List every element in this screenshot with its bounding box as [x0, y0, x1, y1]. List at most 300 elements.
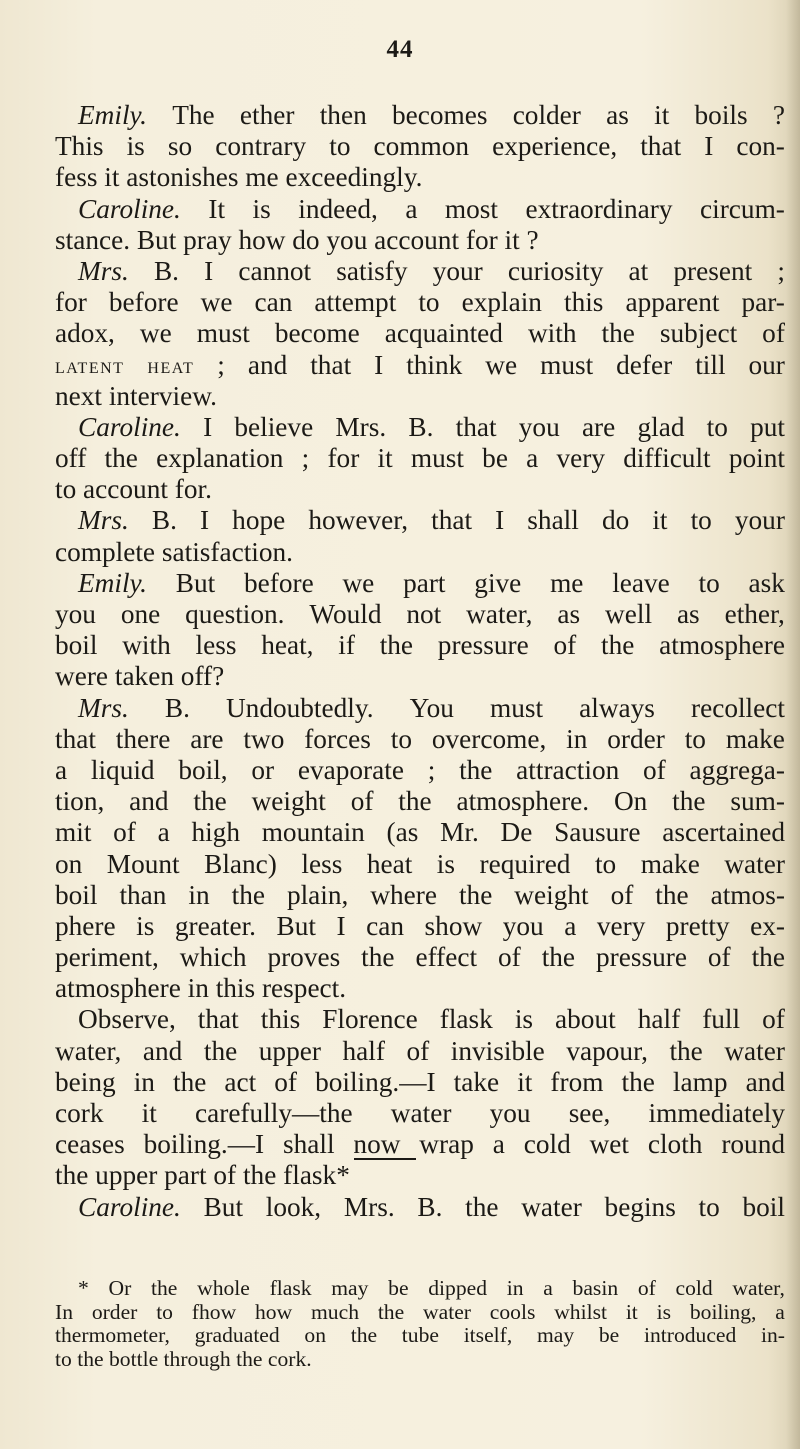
word: where [370, 879, 437, 910]
word: to [698, 567, 720, 598]
word: it [377, 443, 393, 474]
body-line [55, 911, 785, 942]
word: present [673, 255, 753, 286]
word: and [142, 1035, 183, 1066]
word: that [455, 411, 497, 442]
word: less [195, 630, 237, 661]
word: part [403, 567, 446, 598]
word: carefully—the [195, 1098, 353, 1128]
word: B. [153, 255, 179, 286]
word: to [684, 723, 706, 754]
word: whole [197, 1276, 250, 1300]
body-line [55, 412, 785, 443]
word: of [637, 1276, 656, 1300]
word: well [605, 599, 653, 629]
word: one [120, 599, 161, 629]
word: or [251, 754, 275, 785]
word: there [115, 723, 171, 754]
word: is [126, 131, 145, 162]
word: I [204, 255, 214, 286]
word: to [418, 287, 440, 318]
word: heat [366, 848, 413, 879]
word: the [601, 318, 635, 349]
body-line [55, 256, 785, 287]
word: sum- [730, 786, 785, 817]
word: round [721, 1129, 785, 1160]
word: But [276, 910, 316, 941]
word: in [133, 1066, 155, 1097]
word: But [203, 1191, 244, 1222]
word: atmosphere. [456, 786, 590, 817]
word: the [398, 786, 432, 817]
word: Or [108, 1276, 132, 1300]
word: half [342, 1035, 385, 1066]
body-line [55, 1160, 785, 1191]
word: ether, [724, 599, 785, 629]
word: subject [659, 318, 738, 349]
word: the [172, 1066, 207, 1097]
word: that [197, 1004, 239, 1035]
word: to [698, 1191, 720, 1222]
word: very [556, 443, 605, 474]
word: the [361, 942, 395, 973]
word: the [541, 942, 576, 973]
body-line [55, 817, 785, 848]
word: leave [612, 567, 670, 598]
word: basin [572, 1276, 619, 1300]
word: half [637, 1004, 681, 1035]
word: of [553, 630, 577, 661]
word: weight [251, 786, 326, 817]
body-line [55, 131, 785, 162]
word: * [78, 1276, 89, 1300]
footnote-dash-rule [354, 1158, 416, 1189]
word: make [725, 723, 785, 754]
line-text: next interview. [55, 380, 217, 411]
word: is [656, 1299, 672, 1324]
body-line [55, 162, 785, 193]
word: indeed, [298, 193, 378, 224]
word: less [301, 848, 343, 879]
word: and [129, 786, 169, 817]
word: the [459, 754, 493, 785]
speaker-name: Mrs. [78, 505, 129, 536]
line-text: to the bottle through the cork. [55, 1346, 312, 1371]
body-line [55, 1036, 785, 1067]
word: graduated [194, 1323, 280, 1347]
word: boil [742, 1191, 785, 1222]
body-line [55, 474, 785, 505]
word: a [564, 910, 577, 941]
word: of [762, 318, 785, 349]
word: till [695, 349, 726, 380]
word: in [188, 879, 210, 910]
word: recollect [691, 692, 785, 723]
word: tube [401, 1323, 439, 1347]
word: atmosphere [659, 630, 785, 661]
word: water [521, 1191, 582, 1222]
word: be [388, 1276, 409, 1300]
word: that [640, 131, 682, 162]
word: cold [675, 1276, 713, 1300]
word: a [492, 1129, 505, 1160]
word: now [353, 1129, 401, 1160]
word: of [610, 879, 634, 910]
word: I [203, 411, 213, 442]
word: Blanc) [204, 848, 277, 879]
word: become [274, 318, 360, 349]
word: water [724, 848, 785, 879]
word: to [329, 131, 351, 162]
word: mountain [261, 817, 365, 848]
word: very [596, 910, 646, 941]
word: contrary [215, 131, 307, 162]
word: pressure [437, 630, 529, 661]
word: be [598, 1323, 620, 1347]
word: may [331, 1276, 369, 1300]
word: see, [568, 1098, 611, 1128]
word: must [196, 318, 250, 349]
word: B. [408, 411, 434, 442]
word: think [406, 349, 463, 380]
word: phere [55, 910, 116, 941]
word: for [327, 443, 360, 474]
word: water, [732, 1276, 785, 1300]
word: it [654, 100, 670, 130]
word: a [543, 1276, 553, 1300]
word: satisfy [336, 255, 408, 286]
word: the [672, 786, 706, 817]
footnote [55, 1277, 785, 1371]
word: whilst [554, 1299, 607, 1324]
word: in [566, 723, 588, 754]
word: attempt [314, 287, 397, 318]
line-text: complete satisfaction. [55, 536, 294, 567]
word: I [374, 349, 384, 380]
body-line [55, 1192, 785, 1223]
line-text: atmosphere in this respect. [55, 973, 347, 1004]
body-line [55, 537, 785, 568]
word: boil [55, 879, 98, 910]
word: You [409, 692, 454, 723]
word: curiosity [507, 255, 604, 286]
word: take [453, 1066, 500, 1097]
word: as [676, 599, 700, 629]
word: cold [523, 1129, 571, 1160]
word: with [122, 630, 171, 661]
word: believe [234, 411, 314, 442]
word: (as [386, 817, 419, 848]
body-line [55, 661, 785, 692]
word: are [581, 411, 616, 442]
word: at [628, 255, 649, 286]
word: with [527, 318, 577, 349]
word: wet [589, 1129, 629, 1160]
word: boils [694, 100, 748, 130]
body-line [55, 786, 785, 817]
word: defer [616, 349, 673, 380]
word: you [502, 910, 544, 941]
word: The [172, 100, 215, 130]
word: ; [217, 349, 225, 380]
word: I [495, 505, 505, 536]
word: make [640, 848, 700, 879]
body-line [55, 505, 785, 536]
word: wrap [419, 1129, 474, 1160]
word: explain [461, 287, 542, 318]
word: heat, [261, 630, 314, 661]
word: immediately [648, 1098, 785, 1128]
word: liquid [90, 754, 155, 785]
word: we [485, 349, 518, 380]
word: ; [427, 754, 436, 785]
word: you [55, 599, 96, 629]
speaker-name: Mrs. [78, 255, 129, 286]
word: may [536, 1323, 575, 1347]
small-caps-term: heat [147, 352, 195, 378]
speaker-name: Caroline. [78, 411, 181, 442]
body-text [55, 100, 785, 1223]
word: to [706, 411, 728, 442]
word: hope [232, 505, 286, 536]
word: order [607, 723, 665, 754]
word: put [750, 411, 785, 442]
word: required [479, 848, 571, 879]
word: to [156, 1299, 173, 1324]
word: a [526, 443, 539, 474]
word: Observe, [78, 1004, 176, 1035]
word: the [104, 443, 138, 474]
word: we [342, 567, 375, 598]
word: the [350, 1323, 378, 1347]
word: In [55, 1299, 73, 1324]
word: itself, [463, 1323, 513, 1347]
word: to [390, 723, 412, 754]
word: water, [55, 1035, 122, 1066]
word: boiling.—I [315, 1066, 436, 1097]
word: act [224, 1066, 257, 1097]
word: that [55, 723, 96, 754]
word: It [208, 193, 226, 224]
line-text: fess it astonishes me exceedingly. [55, 162, 423, 193]
word: explanation [156, 443, 284, 474]
body-line [55, 630, 785, 661]
word: we [200, 287, 233, 318]
word: as [557, 599, 581, 629]
body-line [55, 287, 785, 318]
word: in- [761, 1323, 785, 1347]
word: a [55, 754, 68, 785]
word: must [540, 349, 594, 380]
body-line [55, 225, 785, 256]
word: vapour, [566, 1035, 648, 1066]
line-text: were taken off? [55, 661, 225, 692]
word: acquainted [384, 318, 503, 349]
word: do [601, 505, 630, 536]
word: you [518, 411, 560, 442]
word: be [482, 443, 508, 474]
page-edge-shadow [786, 0, 800, 1449]
word: I [200, 505, 210, 536]
word: on [304, 1323, 326, 1347]
word: glad [637, 411, 685, 442]
body-line [55, 1129, 785, 1160]
word: cloth [647, 1129, 703, 1160]
word: Mrs. [335, 411, 387, 442]
word: flask [269, 1276, 312, 1300]
line-text: the upper part of the flask* [55, 1160, 350, 1191]
footnote-line [55, 1277, 785, 1301]
word: the [193, 786, 227, 817]
footnote-line [55, 1301, 785, 1325]
body-line [55, 724, 785, 755]
word: weight [514, 879, 589, 910]
word: Would [309, 599, 382, 629]
body-line [55, 599, 785, 630]
word: attraction [516, 754, 620, 785]
word: can [366, 910, 405, 941]
word: overcome, [431, 723, 547, 754]
word: the [231, 879, 265, 910]
word: the [458, 879, 493, 910]
word: ask [748, 567, 785, 598]
word: to [594, 848, 617, 879]
word: common [373, 131, 470, 162]
word: from [550, 1066, 604, 1097]
word: of [350, 786, 374, 817]
word: mit [55, 817, 92, 848]
word: boiling.—I [143, 1129, 265, 1160]
word: ; [777, 255, 785, 286]
word: to [690, 505, 712, 536]
word: colder [512, 100, 581, 130]
word: difficult [623, 443, 711, 474]
word: give [474, 567, 522, 598]
body-line [55, 194, 785, 225]
word: the [621, 1066, 655, 1097]
word: becomes [391, 100, 488, 130]
word: not [406, 599, 442, 629]
body-line [55, 849, 785, 880]
word: water [724, 1035, 785, 1066]
word: being [55, 1066, 116, 1097]
word: I [704, 131, 714, 162]
word: forces [304, 723, 371, 754]
word: of [406, 1035, 430, 1066]
word: aggrega- [689, 754, 785, 785]
word: water, [466, 599, 533, 629]
word: a [405, 193, 418, 224]
word: shall [283, 1129, 335, 1160]
word: which [179, 942, 247, 973]
body-line [55, 1098, 785, 1129]
body-line [55, 880, 785, 911]
word: boiling, [689, 1299, 757, 1324]
word: than [119, 879, 167, 910]
word: we [139, 318, 172, 349]
word: a [775, 1299, 785, 1324]
word: must [410, 443, 464, 474]
word: On [613, 786, 648, 817]
word: and [247, 349, 288, 380]
word: it [625, 1299, 638, 1324]
word: is [136, 910, 155, 941]
word: thermometer, [55, 1323, 170, 1347]
word: invisible [450, 1035, 545, 1066]
word: much [311, 1299, 359, 1324]
word: Mr. [440, 817, 479, 848]
word: apparent [625, 287, 720, 318]
word: greater. [174, 910, 256, 941]
small-caps-term: latent [55, 352, 125, 378]
word: ; [301, 443, 310, 474]
word: so [167, 131, 193, 162]
body-line [55, 1004, 785, 1035]
word: if [338, 630, 355, 661]
word: ceases [55, 1129, 125, 1160]
word: that [310, 349, 352, 380]
word: then [319, 100, 367, 130]
word: B. [151, 505, 177, 536]
word: tion, [55, 786, 105, 817]
word: cannot [238, 255, 312, 286]
speaker-name: Caroline. [78, 1191, 181, 1222]
word: and [745, 1066, 785, 1097]
word: extraordinary [525, 193, 673, 224]
body-line [55, 973, 785, 1004]
word: this [260, 1004, 301, 1035]
word: introduced [643, 1323, 737, 1347]
word: in [506, 1276, 524, 1300]
word: most [444, 193, 499, 224]
word: look, [265, 1191, 322, 1222]
word: you [489, 1098, 531, 1128]
word: before [243, 567, 314, 598]
line-text: to account for. [55, 474, 212, 505]
body-line [55, 443, 785, 474]
word: boil, [178, 754, 228, 785]
word: must [489, 692, 544, 723]
body-line [55, 318, 785, 349]
body-line [55, 693, 785, 724]
word: I [336, 910, 346, 941]
body-line [55, 350, 785, 381]
word: it [517, 1066, 533, 1097]
body-line [55, 942, 785, 973]
word: cools [489, 1299, 536, 1324]
word: the [379, 630, 414, 661]
word: the [465, 1191, 499, 1222]
speaker-name: Caroline. [78, 193, 181, 224]
word: Undoubtedly. [225, 692, 374, 723]
word: adox, [55, 318, 115, 349]
word: this [563, 287, 604, 318]
word: about [555, 1004, 616, 1035]
word: the [669, 1035, 703, 1066]
word: it [141, 1098, 157, 1128]
word: of [113, 817, 136, 848]
word: however, [308, 505, 409, 536]
word: water [423, 1299, 471, 1324]
word: ascertained [662, 817, 785, 848]
word: plain, [286, 879, 349, 910]
word: Mrs. [343, 1191, 395, 1222]
word: De [500, 817, 533, 848]
word: order [91, 1299, 138, 1324]
word: dipped [428, 1276, 488, 1300]
word: is [252, 193, 271, 224]
word: ? [772, 100, 785, 130]
